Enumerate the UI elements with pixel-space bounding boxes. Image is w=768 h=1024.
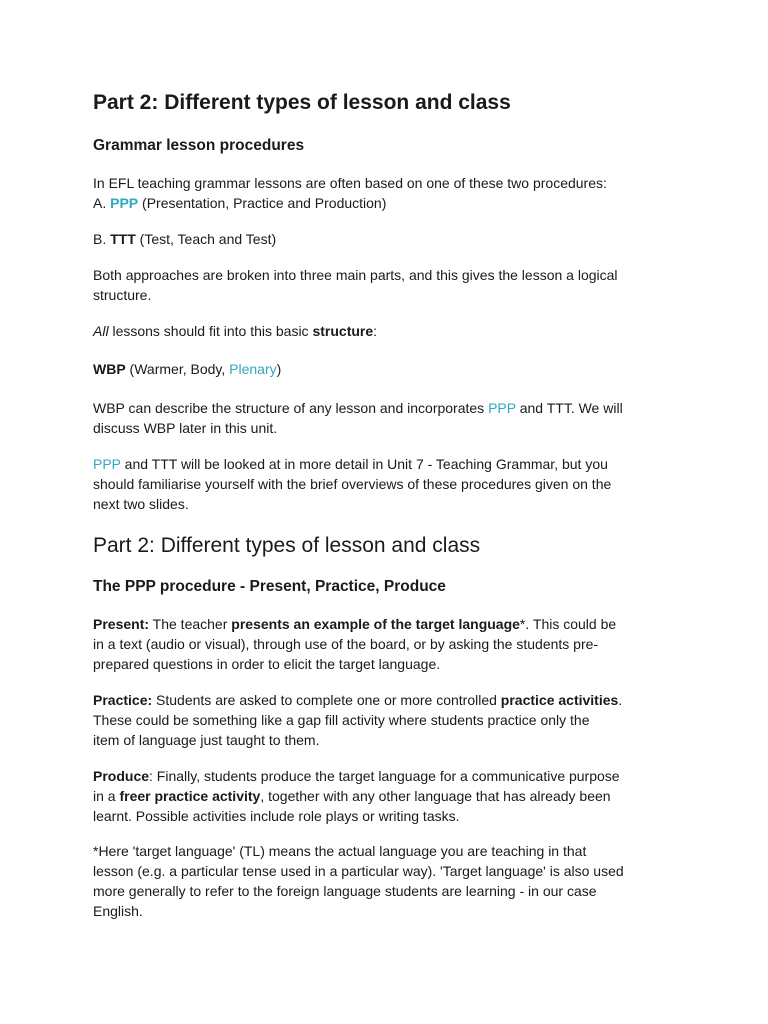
all-lessons-line: [93, 321, 693, 341]
wbp-open: (Warmer, Body,: [125, 361, 230, 377]
practice-label: Practice:: [93, 692, 153, 708]
section1-subtitle: Grammar lesson procedures: [93, 137, 305, 154]
plenary-link[interactable]: Plenary: [229, 361, 277, 377]
both-approaches-line2: structure.: [93, 287, 152, 303]
wbp-desc-1a: WBP can describe the structure of any lesson and incorporates: [93, 400, 489, 416]
ppp-ttt-line3: next two slides.: [93, 496, 189, 512]
note-line4: English.: [93, 903, 143, 919]
section2-title: Part 2: Different types of lesson and class: [93, 534, 481, 557]
all-mid: lessons should fit into this basic: [108, 323, 313, 339]
practice-line2: These could be something like a gap fill activity where students practice only the: [93, 712, 590, 728]
note-line3: more generally to refer to the foreign language students are learning - in our case: [93, 883, 597, 899]
ppp-link-2[interactable]: PPP: [93, 456, 121, 472]
produce-line3: learnt. Possible activities include role plays or writing tasks.: [93, 808, 460, 824]
section2-subtitle: The PPP procedure - Present, Practice, Produce: [93, 578, 446, 595]
practice-1c: .: [618, 692, 623, 708]
wbp-desc-line1: [93, 398, 693, 418]
produce-label: Produce: [93, 768, 150, 784]
produce-line1: [93, 766, 693, 786]
practice-1b: practice activities: [500, 692, 619, 708]
produce-line2: [93, 786, 693, 806]
option-b-desc: (Test, Teach and Test): [135, 231, 277, 247]
wbp-term: WBP: [93, 361, 126, 377]
all-end: :: [373, 323, 378, 339]
produce-2a: in a: [93, 788, 120, 804]
option-a: [93, 193, 693, 213]
note-line1: *Here 'target language' (TL) means the actual language you are teaching in that: [93, 843, 587, 859]
produce-2c: , together with any other language that has already been: [260, 788, 611, 804]
wbp-desc-1b: and TTT. We will: [515, 400, 623, 416]
present-1b: presents an example of the target language: [231, 616, 520, 632]
ppp-line1-rest: and TTT will be looked at in more detail in Unit 7 - Teaching Grammar, but you: [120, 456, 608, 472]
structure-word: structure: [312, 323, 374, 339]
present-line2: in a text (audio or visual), through use of the board, or by asking the students pre-: [93, 636, 599, 652]
practice-line1: [93, 690, 693, 710]
ppp-ttt-line2: should familiarise yourself with the brief overviews of these procedures given on the: [93, 476, 612, 492]
intro-line: In EFL teaching grammar lessons are often based on one of these two procedures:: [93, 175, 607, 191]
section1-title: Part 2: Different types of lesson and class: [93, 91, 511, 114]
wbp-desc-line2: discuss WBP later in this unit.: [93, 420, 278, 436]
present-line3: prepared questions in order to elicit the target language.: [93, 656, 441, 672]
option-b: [93, 229, 693, 249]
present-1a: The teacher: [149, 616, 232, 632]
option-b-term: TTT: [110, 231, 136, 247]
wbp-line: [93, 359, 693, 379]
produce-2b: freer practice activity: [119, 788, 261, 804]
option-b-prefix: B.: [93, 231, 111, 247]
present-1c: *. This could be: [519, 616, 617, 632]
present-label: Present:: [93, 616, 150, 632]
produce-1a: : Finally, students produce the target language for a communicative purpose: [149, 768, 620, 784]
option-a-prefix: A.: [93, 195, 111, 211]
all-word: All: [93, 323, 109, 339]
option-a-term: PPP: [110, 195, 139, 211]
both-approaches-line1: Both approaches are broken into three main parts, and this gives the lesson a logical: [93, 267, 618, 283]
practice-1a: Students are asked to complete one or more controlled: [152, 692, 501, 708]
ppp-link[interactable]: PPP: [488, 400, 516, 416]
note-line2: lesson (e.g. a particular tense used in a particular way). 'Target language' is also used: [93, 863, 624, 879]
practice-line3: item of language just taught to them.: [93, 732, 320, 748]
present-line1: [93, 614, 693, 634]
wbp-close: ): [276, 361, 282, 377]
option-a-desc: (Presentation, Practice and Production): [138, 195, 387, 211]
ppp-ttt-line1: [93, 454, 693, 474]
